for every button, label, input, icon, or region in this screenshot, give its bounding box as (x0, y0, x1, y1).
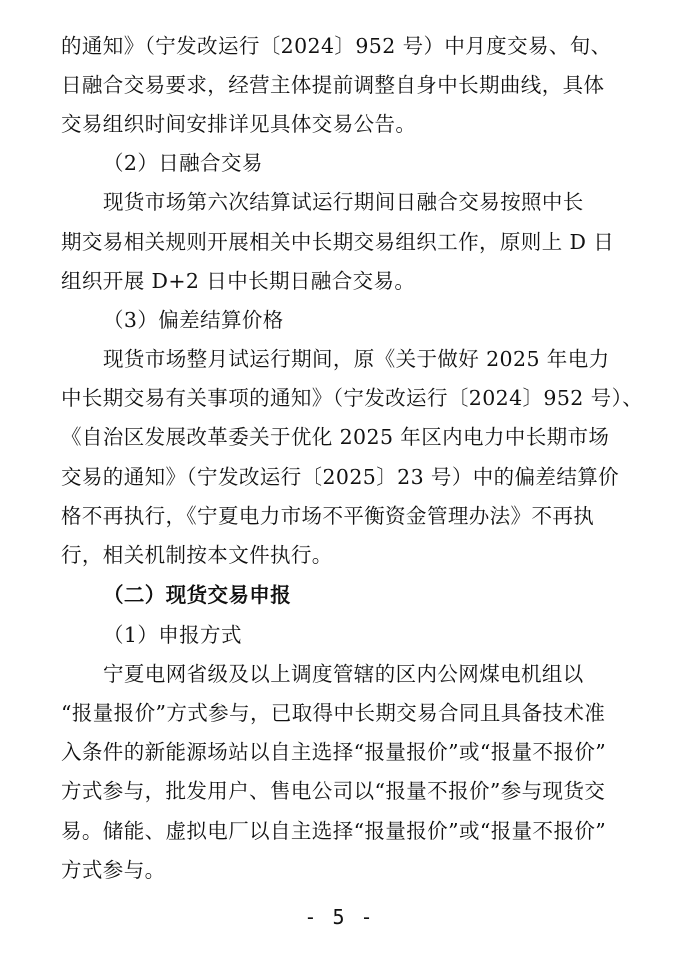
paragraph-line: 中长期交易有关事项的通知》（宁发改运行〔2024〕952 号）、 (61, 386, 644, 410)
subheading-deviation-settlement-price: （3）偏差结算价格 (103, 308, 284, 332)
paragraph-line: 入条件的新能源场站以自主选择“报量报价”或“报量不报价” (61, 740, 607, 764)
paragraph-line: 方式参与，批发用户、售电公司以“报量不报价”参与现货交 (61, 779, 606, 803)
section-heading-spot-trading-declaration: （二）现货交易申报 (103, 583, 292, 607)
paragraph-line: 交易组织时间安排详见具体交易公告。 (61, 112, 417, 136)
paragraph-line: 宁夏电网省级及以上调度管辖的区内公网煤电机组以 (103, 662, 584, 686)
paragraph-line: 《自治区发展改革委关于优化 2025 年区内电力中长期市场 (61, 425, 610, 449)
paragraph-line: 格不再执行，《宁夏电力市场不平衡资金管理办法》不再执 (61, 504, 595, 528)
paragraph-line: 组织开展 D+2 日中长期日融合交易。 (61, 269, 416, 293)
paragraph-line: 现货市场第六次结算试运行期间日融合交易按照中长 (103, 190, 584, 214)
paragraph-line: 的通知》（宁发改运行〔2024〕952 号）中月度交易、旬、 (61, 34, 612, 58)
paragraph-line: 方式参与。 (61, 858, 166, 882)
paragraph-line: 易。储能、虚拟电厂以自主选择“报量报价”或“报量不报价” (61, 819, 607, 843)
paragraph-line: 交易的通知》（宁发改运行〔2025〕23 号）中的偏差结算价 (61, 465, 620, 489)
paragraph-line: 期交易相关规则开展相关中长期交易组织工作，原则上 D 日 (61, 230, 615, 254)
page-number: - 5 - (304, 905, 375, 929)
subheading-daily-fusion-trading: （2）日融合交易 (103, 151, 263, 175)
paragraph-line: 日融合交易要求，经营主体提前调整自身中长期曲线，具体 (61, 73, 605, 97)
paragraph-line: 现货市场整月试运行期间，原《关于做好 2025 年电力 (103, 347, 610, 371)
subheading-declaration-method: （1）申报方式 (103, 623, 242, 647)
paragraph-line: “报量报价”方式参与，已取得中长期交易合同且具备技术准 (61, 701, 606, 725)
paragraph-line: 行，相关机制按本文件执行。 (61, 543, 333, 567)
